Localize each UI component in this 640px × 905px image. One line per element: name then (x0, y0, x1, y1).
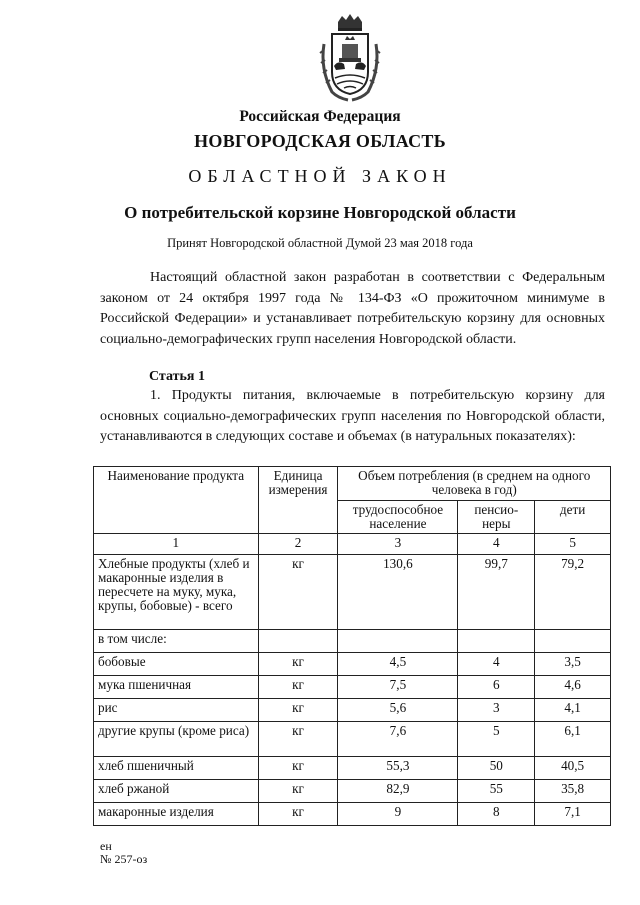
row-children: 4,1 (535, 699, 611, 722)
article-heading: Статья 1 (149, 369, 205, 384)
header-children: дети (535, 500, 611, 534)
federation-heading: Российская Федерация (239, 108, 401, 125)
header-pensioners: пенсио-неры (458, 500, 535, 534)
row-unit: кг (258, 699, 338, 722)
row-name: Хлебные продукты (хлеб и макаронные изделия в пересчете на муку, мука, крупы, бобовые) - всего (94, 555, 259, 630)
table-row-main (94, 555, 611, 630)
table-header-row (94, 467, 611, 501)
header-unit: Единица измерения (258, 467, 338, 534)
table-row (94, 780, 611, 803)
row-children: 4,6 (535, 676, 611, 699)
law-type-heading: ОБЛАСТНОЙ ЗАКОН (188, 166, 452, 186)
adoption-note: Принят Новгородской областной Думой 23 мая 2018 года (167, 236, 473, 250)
footer-initials: ен (100, 839, 112, 853)
col-number: 1 (94, 534, 259, 555)
row-children: 6,1 (535, 722, 611, 757)
row-unit: кг (258, 722, 338, 757)
row-name: макаронные изделия (94, 803, 259, 826)
row-pensioners: 3 (458, 699, 535, 722)
row-pensioners: 50 (458, 757, 535, 780)
table-row-including (94, 630, 611, 653)
header-product: Наименование продукта (94, 467, 259, 534)
row-working: 82,9 (338, 780, 458, 803)
row-working: 7,5 (338, 676, 458, 699)
row-name: другие крупы (кроме риса) (94, 722, 259, 757)
table-row (94, 757, 611, 780)
row-working: 7,6 (338, 722, 458, 757)
region-heading: НОВГОРОДСКАЯ ОБЛАСТЬ (194, 131, 446, 151)
row-name: рис (94, 699, 259, 722)
row-unit: кг (258, 653, 338, 676)
law-title: О потребительской корзине Новгородской области (124, 203, 516, 222)
table-row (94, 653, 611, 676)
row-working: 130,6 (338, 555, 458, 630)
table-row (94, 803, 611, 826)
row-pensioners: 8 (458, 803, 535, 826)
row-working: 55,3 (338, 757, 458, 780)
row-children: 79,2 (535, 555, 611, 630)
consumption-table (93, 466, 611, 826)
col-number: 3 (338, 534, 458, 555)
row-unit: кг (258, 803, 338, 826)
intro-paragraph: Настоящий областной закон разработан в соответствии с Федеральным законом от 24 октября 1997 года № 134-ФЗ «О прожиточном минимуме в Российской Федерации» и устанавливает потребительскую корзину для основных социально-демографических групп населения Новгородской области. (100, 270, 605, 347)
row-pensioners: 5 (458, 722, 535, 757)
row-name: в том числе: (94, 630, 259, 653)
row-working: 5,6 (338, 699, 458, 722)
footer-doc-number: № 257-оз (100, 852, 148, 866)
row-pensioners: 99,7 (458, 555, 535, 630)
row-unit: кг (258, 555, 338, 630)
row-children: 7,1 (535, 803, 611, 826)
header-working: трудоспособное население (338, 500, 458, 534)
header-volume: Объем потребления (в среднем на одного человека в год) (338, 467, 611, 501)
article-paragraph: 1. Продукты питания, включаемые в потребительскую корзину для основных социально-демографических групп населения по Новгородской области, устанавливаются в следующих составе и объемах (в натуральных показателях): (100, 388, 605, 444)
row-name: мука пшеничная (94, 676, 259, 699)
col-number: 2 (258, 534, 338, 555)
row-name: бобовые (94, 653, 259, 676)
table-row (94, 699, 611, 722)
row-pensioners: 6 (458, 676, 535, 699)
row-pensioners: 4 (458, 653, 535, 676)
col-number: 5 (535, 534, 611, 555)
row-unit: кг (258, 676, 338, 699)
row-working: 4,5 (338, 653, 458, 676)
row-children: 3,5 (535, 653, 611, 676)
row-name: хлеб пшеничный (94, 757, 259, 780)
row-children: 35,8 (535, 780, 611, 803)
row-unit: кг (258, 780, 338, 803)
row-children: 40,5 (535, 757, 611, 780)
row-name: хлеб ржаной (94, 780, 259, 803)
row-unit: кг (258, 757, 338, 780)
footer (100, 840, 147, 866)
table-row (94, 676, 611, 699)
row-working: 9 (338, 803, 458, 826)
table-row (94, 722, 611, 757)
coat-of-arms-emblem (318, 14, 382, 102)
column-number-row (94, 534, 611, 555)
col-number: 4 (458, 534, 535, 555)
row-pensioners: 55 (458, 780, 535, 803)
